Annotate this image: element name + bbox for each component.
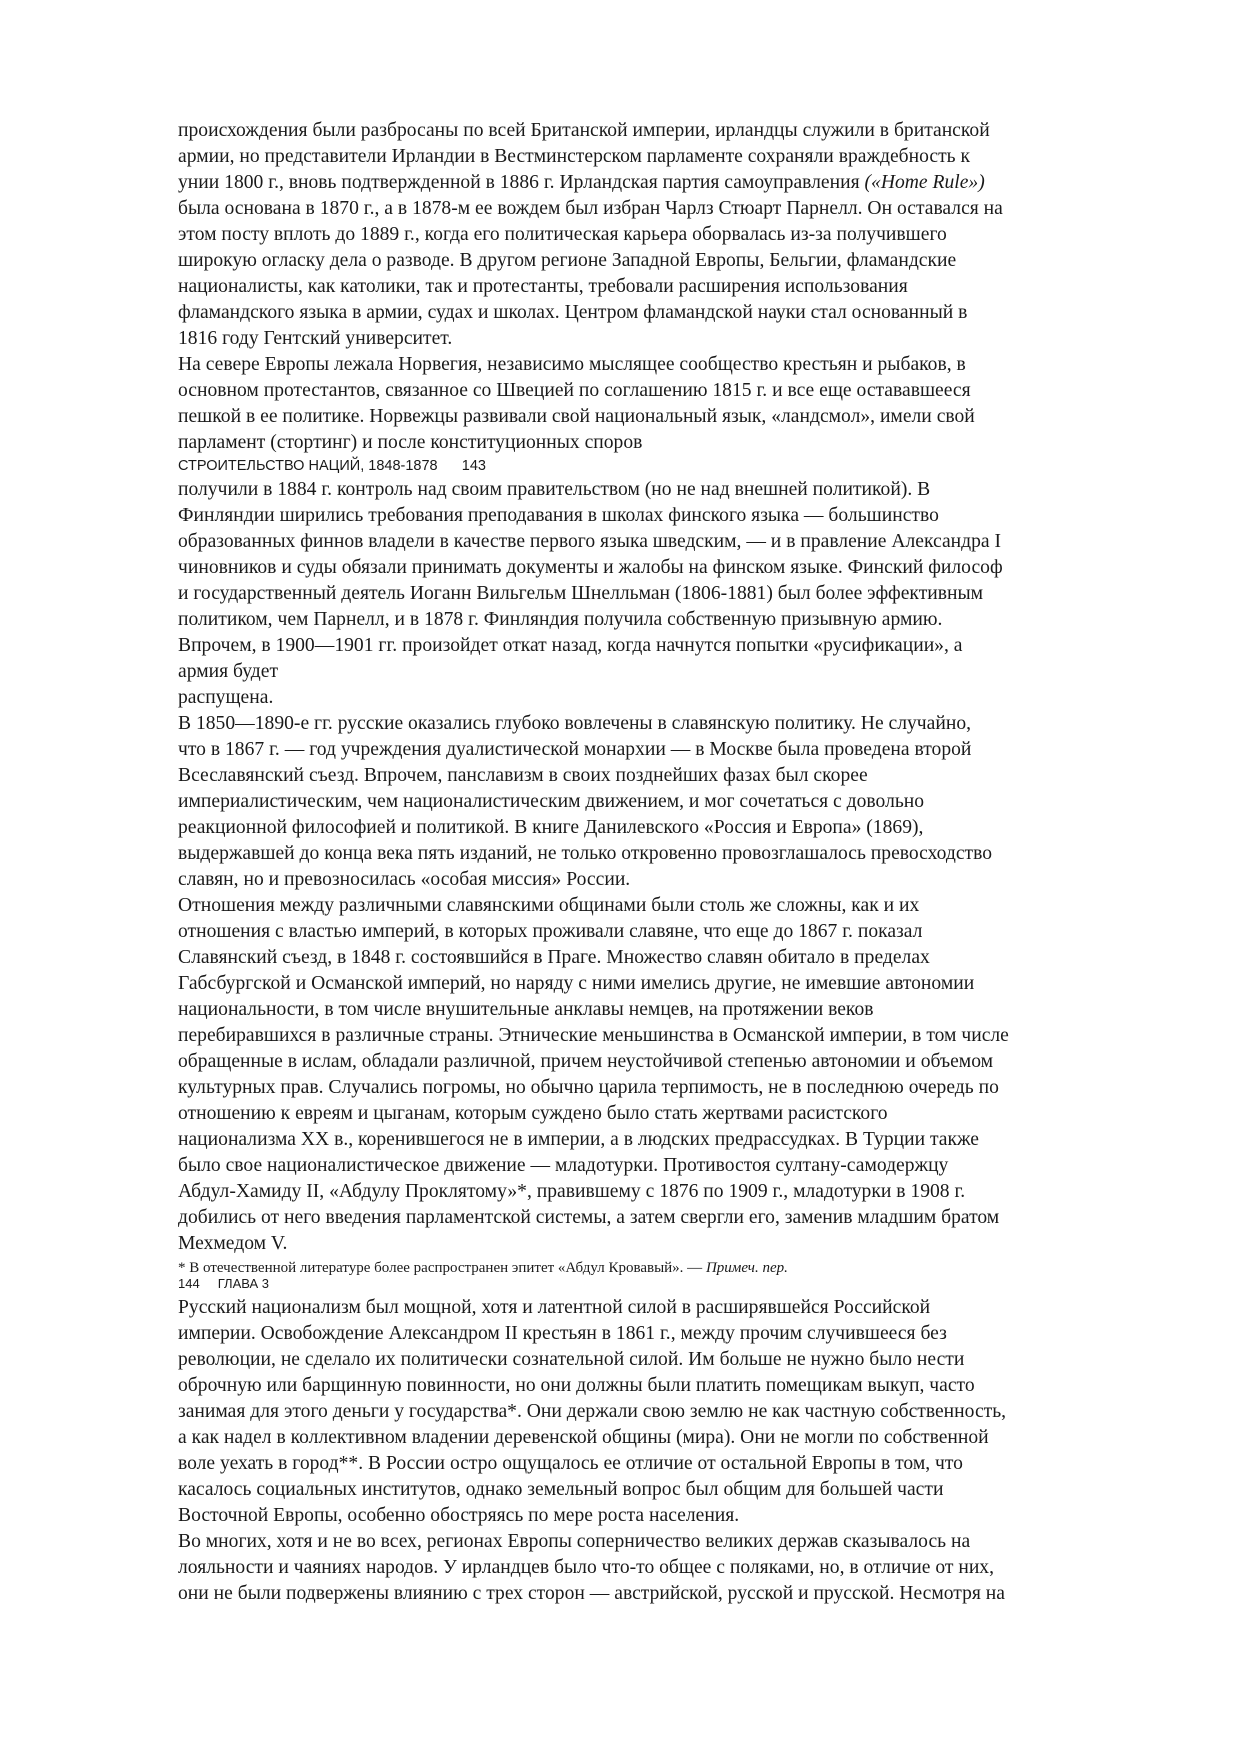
paragraph-norway: На севере Европы лежала Норвегия, независимо мыслящее сообщество крестьян и рыбаков, в основном протестантов, связанное со Швецией по соглашению 1815 г. и все еще остававшееся пешкой в ее политике. Норвежцы развивали свой национальный язык, «ландсмол», имели свой парламент (стортинг) и после конституционных споров <box>178 354 975 453</box>
footnote-text: * В отечественной литературе более распространен эпитет «Абдул Кровавый». — <box>178 1260 706 1276</box>
paragraph-irish-flemish <box>178 118 1168 352</box>
paragraph-text: была основана в 1870 г., а в 1878-м ее вождем был избран Чарлз Стюарт Парнелл. Он оставался на этом посту вплоть до 1889 г., когда его политическая карьера оборвалась из-за получившего широкую огласку дела о разводе. В другом регионе Западной Европы, Бельгии, фламандские националисты, как католики, так и протестанты, требовали расширения использования фламандского языка в армии, судах и школах. Центром фламандской науки стал основанный в 1816 году Гентский университет. <box>178 198 1003 349</box>
paragraph-great-powers: Во многих, хотя и не во всех, регионах Европы соперничество великих держав сказывалось на лояльности и чаяниях народов. У ирландцев было что-то общее с поляками, но, в отличие от них, они не были подвержены влиянию с трех сторон — австрийской, русской и прусской. Несмотря на <box>178 1531 1005 1604</box>
running-header: 144 ГЛАВА 3 <box>178 1276 270 1291</box>
footnote <box>178 1259 1168 1277</box>
running-header: СТРОИТЕЛЬСТВО НАЦИЙ, 1848-1878 143 <box>178 458 486 474</box>
footnote-italic: Примеч. пер. <box>705 1260 788 1276</box>
paragraph-italic: («Home Rule») <box>864 172 985 193</box>
paragraph-finland: получили в 1884 г. контроль над своим правительством (но не над внешней политикой). В Финляндии ширились требования преподавания в школах финского языка — большинство образованных финнов владели в качестве первого языка шведским, — и в правление Александра I чиновников и суды обязали принимать документы и жалобы на финском языке. Финский философ и государственный деятель Иоганн Вильгельм Шнелльман (1806-1881) был более эффективным политиком, чем Парнелл, и в 1878 г. Финляндия получила собственную призывную армию. Впрочем, в 1900—1901 гг. произойдет откат назад, когда начнутся попытки «русификации», а армия будет распущена. <box>178 479 1003 708</box>
paragraph-russian-nationalism: Русский национализм был мощной, хотя и латентной силой в расширявшейся Российской империи. Освобождение Александром II крестьян в 1861 г., между прочим случившееся без революции, не сделало их политически сознательной силой. Им больше не нужно было нести оброчную или барщинную повинности, но они должны были платить помещикам выкуп, часто занимая для этого деньги у государства*. Они держали свою землю не как частную собственность, а как надел в коллективном владении деревенской общины (мира). Они не могли по собственной воле уехать в город**. В России остро ощущалось ее отличие от остальной Европы в том, что касалось социальных институтов, однако земельный вопрос был общим для большей части Восточной Европы, особенно обостряясь по мере роста населения. <box>178 1297 1007 1526</box>
document-page <box>178 118 1168 1607</box>
paragraph-slavic-communities: Отношения между различными славянскими общинами были столь же сложны, как и их отношения с властью империй, в которых проживали славяне, что еще до 1867 г. показал Славянский съезд, в 1848 г. состоявшийся в Праге. Множество славян обитало в пределах Габсбургской и Османской империй, но наряду с ними имелись другие, не имевшие автономии национальности, в том числе внушительные анклавы немцев, на протяжении веков перебиравшихся в различные страны. Этнические меньшинства в Османской империи, в том числе обращенные в ислам, обладали различной, причем неустойчивой степенью автономии и объемом культурных прав. Случались погромы, но обычно царила терпимость, не в последнюю очередь по отношению к евреям и цыганам, которым суждено было стать жертвами расистского национализма XX в., коренившегося не в империи, а в людских предрассудках. В Турции также было свое националистическое движение — младотурки. Противостоя султану-самодержцу Абдул-Хамиду II, «Абдулу Проклятому»*, правившему с 1876 по 1909 г., младотурки в 1908 г. добились от него введения парламентской системы, а затем свергли его, заменив младшим братом Мехмедом V. <box>178 895 1009 1254</box>
paragraph-text: происхождения были разбросаны по всей Британской империи, ирландцы служили в британской армии, но представители Ирландии в Вестминстерском парламенте сохраняли враждебность к унии 1800 г., вновь подтвержденной в 1886 г. Ирландская партия самоуправления <box>178 120 990 193</box>
paragraph-panslavism: В 1850—1890-е гг. русские оказались глубоко вовлечены в славянскую политику. Не случайно, что в 1867 г. — год учреждения дуалистической монархии — в Москве была проведена второй Всеславянский съезд. Впрочем, панславизм в своих позднейших фазах был скорее империалистическим, чем националистическим движением, и мог сочетаться с довольно реакционной философией и политикой. В книге Данилевского «Россия и Европа» (1869), выдержавшей до конца века пять изданий, не только откровенно провозглашалось превосходство славян, но и превозносилась «особая миссия» России. <box>178 713 993 890</box>
